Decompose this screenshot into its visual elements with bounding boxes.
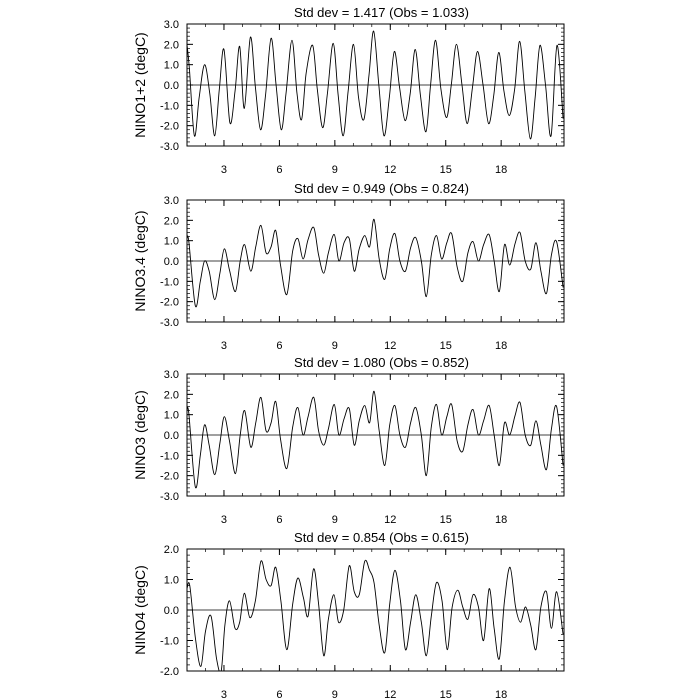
x-tick-label: 6 — [276, 689, 283, 700]
y-tick-label: 0.0 — [163, 430, 179, 442]
y-tick-label: 3.0 — [163, 369, 179, 381]
chart-title: Std dev = 1.080 (Obs = 0.852) — [294, 355, 469, 370]
x-tick-label: 6 — [276, 340, 283, 352]
y-axis-label: NINO3 (degC) — [132, 390, 148, 480]
x-tick-label: 3 — [220, 689, 228, 700]
y-tick-label: 1.0 — [163, 59, 179, 72]
x-tick-label: 18 — [495, 340, 508, 352]
x-tick-label: 18 — [495, 514, 508, 526]
y-axis-label: NINO4 (degC) — [132, 565, 148, 655]
y-tick-label: 2.0 — [163, 39, 179, 52]
y-tick-label: -2.0 — [160, 120, 179, 133]
series-line — [187, 391, 563, 488]
y-tick-label: -1.0 — [160, 635, 179, 648]
chart-title: Std dev = 1.417 (Obs = 1.033) — [294, 5, 469, 20]
x-tick-label: 6 — [276, 164, 283, 176]
chart-title: Std dev = 0.949 (Obs = 0.824) — [294, 181, 469, 196]
y-tick-label: 0.0 — [163, 256, 179, 268]
y-tick-label: 1.0 — [163, 574, 179, 587]
y-tick-label: 1.0 — [163, 409, 179, 422]
series-line — [187, 560, 563, 673]
x-tick-label: 3 — [220, 340, 228, 352]
y-tick-label: 1.0 — [163, 235, 179, 248]
x-tick-label: 9 — [331, 514, 338, 526]
y-axis-label: NINO1+2 (degC) — [132, 32, 148, 138]
y-tick-label: -2.0 — [160, 296, 179, 309]
x-tick-label: 9 — [331, 340, 338, 352]
panel-4 — [132, 530, 564, 700]
x-tick-label: 12 — [384, 164, 397, 176]
panel-2 — [132, 181, 564, 352]
x-tick-label: 6 — [276, 514, 283, 526]
panel-1 — [132, 5, 564, 176]
x-tick-label: 15 — [439, 340, 452, 352]
x-tick-label: 15 — [439, 164, 452, 176]
x-tick-label: 12 — [384, 689, 397, 700]
y-tick-label: 2.0 — [163, 215, 179, 228]
y-tick-label: -1.0 — [160, 276, 179, 289]
x-tick-label: 3 — [220, 514, 228, 526]
x-tick-label: 9 — [331, 164, 338, 176]
y-tick-label: -1.0 — [160, 100, 179, 113]
chart-title: Std dev = 0.854 (Obs = 0.615) — [294, 530, 469, 545]
x-tick-label: 3 — [220, 164, 228, 176]
x-tick-label: 12 — [384, 514, 397, 526]
x-tick-label: 15 — [439, 514, 452, 526]
y-tick-label: -1.0 — [160, 450, 179, 463]
x-tick-label: 18 — [495, 164, 508, 176]
x-tick-label: 18 — [495, 689, 508, 700]
y-tick-label: 3.0 — [163, 195, 179, 207]
y-tick-label: -2.0 — [160, 470, 179, 483]
y-tick-label: 2.0 — [163, 544, 179, 556]
y-tick-label: -3.0 — [160, 141, 179, 153]
series-line — [187, 219, 563, 307]
x-tick-label: 9 — [331, 689, 338, 700]
y-tick-label: 3.0 — [163, 19, 179, 31]
y-tick-label: 0.0 — [163, 80, 179, 92]
y-axis-label: NINO3.4 (degC) — [132, 210, 148, 312]
y-tick-label: -3.0 — [160, 491, 179, 503]
x-tick-label: 12 — [384, 340, 397, 352]
y-tick-label: -3.0 — [160, 317, 179, 329]
y-tick-label: 0.0 — [163, 605, 179, 617]
panel-3 — [132, 355, 564, 526]
x-tick-label: 15 — [439, 689, 452, 700]
y-tick-label: -2.0 — [160, 666, 179, 678]
y-tick-label: 2.0 — [163, 389, 179, 402]
